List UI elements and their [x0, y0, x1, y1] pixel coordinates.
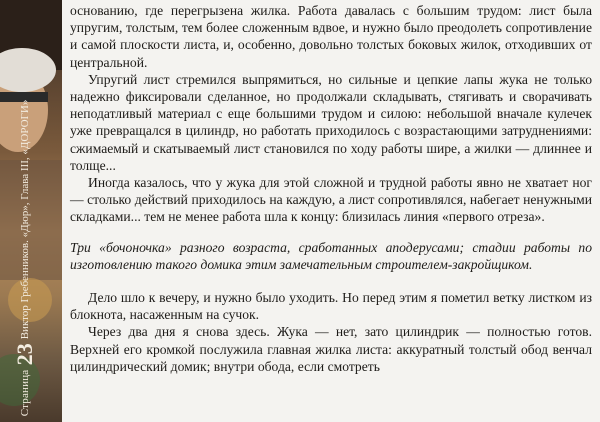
paragraph-5: Через два дня я снова здесь. Жука — нет, зато цилиндрик — полностью готов. Верхней его кромкой послужила главная жилка листа: аккуратный толстый обод венчал цилиндрический домик; внутри обода, если смотреть [70, 324, 592, 374]
page-label: Страница [19, 369, 31, 416]
page-text [70, 2, 592, 375]
author-title: Виктор Гребенников. «Дюр», Глава III, «ДОРОГИ» [19, 99, 31, 340]
page-info-vertical [12, 100, 38, 416]
paragraph-4: Дело шло к вечеру, и нужно было уходить. Но перед этим я пометил ветку листком из блокнота, насаженным на сучок. [70, 290, 592, 323]
sidebar-strip [0, 0, 62, 422]
paragraph-1: основанию, где перегрызена жилка. Работа давалась с большим трудом: лист была упругим, толстым, тем более сложенным вдвое, и нужно было преодолеть сопротивление и самой плоскости листа, и, особенно, довольно толстых боковых жилок, отходивших от центральной. [70, 3, 592, 70]
paragraph-2: Упругий лист стремился выпрямиться, но сильные и цепкие лапы жука не только надежно фиксировали сделанное, но продолжали складывать, стягивать и сворачивать неподатливый материал с еще большими трудом и силою: небольшой вначале кулечек уже превращался в цилиндр, но работать приходилось с возрастающими затруднениями: сжимаемый и скатываемый лист становился по ходу работы шире, а жилки — длиннее и толще... [70, 71, 592, 173]
page-number: 23 [12, 343, 37, 366]
paragraph-3: Иногда казалось, что у жука для этой сложной и трудной работы явно не хватает ног — столько действий приходилось на каждую, а лист сопротивлялся, набегает ненужными складками... тем не менее работа шла к концу: близилась линия «первого отреза». [70, 175, 592, 225]
image-caption: Три «бочоночка» разного возраста, сработанных аподерусами; стадии работы по изготовлению такого домика этим замечательным строителем-закройщиком. [70, 239, 592, 272]
